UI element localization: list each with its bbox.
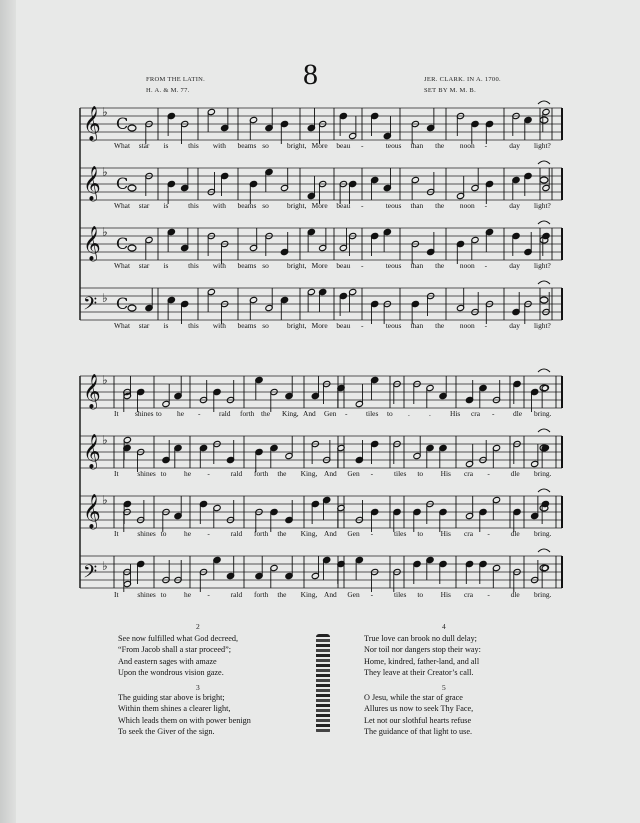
key-signature-flat: ♭: [102, 105, 108, 119]
lyric-syllable: day: [509, 261, 520, 270]
time-signature: C: [116, 294, 129, 313]
lyric-syllable: -: [198, 409, 201, 418]
lyric-syllable: so: [262, 261, 269, 270]
whole-note: [128, 125, 136, 131]
lyric-syllable: More: [311, 141, 328, 150]
lyric-syllable: this: [188, 141, 199, 150]
verse-line: The guidance of that light to use.: [364, 727, 473, 737]
verse-line: Nor toil nor dangers stop their way:: [364, 645, 481, 655]
fermata: [538, 369, 550, 372]
source-line-2: H. A. & M. 77.: [146, 87, 190, 94]
verse-text: [118, 633, 238, 679]
verse-line: They leave at their Creator’s call.: [364, 668, 474, 678]
final-whole-note: [540, 177, 548, 183]
lyric-syllable: -: [484, 141, 488, 150]
whole-note: [128, 305, 136, 311]
treble-clef: 𝄞: [83, 166, 101, 201]
lyric-syllable: .: [408, 409, 410, 418]
lyric-syllable: teous: [385, 321, 402, 330]
lyric-syllable: Gen: [347, 590, 360, 599]
verse-line: “From Jacob shall a star proceed”;: [118, 645, 231, 655]
treble-clef: 𝄞: [83, 374, 101, 409]
lyric-syllable: star: [138, 321, 150, 330]
lyric-syllable: forth: [254, 469, 269, 478]
lyric-syllable: he: [184, 529, 191, 538]
lyric-syllable: to: [160, 529, 167, 538]
lyric-syllable: the: [435, 261, 445, 270]
lyric-syllable: so: [262, 201, 269, 210]
lyric-syllable: .: [429, 409, 431, 418]
whole-note: [128, 185, 136, 191]
lyric-syllable: the: [435, 141, 445, 150]
lyric-syllable: star: [138, 201, 150, 210]
fermata: [538, 101, 550, 104]
lyric-syllable: King,: [282, 409, 299, 418]
verse-number: 5: [442, 683, 446, 692]
lyric-syllable: the: [261, 409, 271, 418]
verse-number: 3: [196, 683, 200, 692]
verse-number: 4: [442, 622, 446, 631]
lyric-syllable: to: [160, 469, 167, 478]
ornament-divider: [316, 634, 330, 734]
lyric-syllable: rald: [230, 469, 243, 478]
lyric-syllable: tiles: [366, 409, 379, 418]
fermata: [538, 489, 550, 492]
lyric-syllable: to: [387, 409, 393, 418]
lyric-syllable: shines: [137, 590, 156, 599]
lyric-syllable: the: [435, 201, 445, 210]
lyric-syllable: than: [410, 201, 424, 210]
lyric-syllable: More: [311, 201, 328, 210]
lyric-syllable: he: [184, 469, 191, 478]
lyric-syllable: dle: [510, 469, 520, 478]
lyric-syllable: shines: [137, 469, 156, 478]
source-line-1: FROM THE LATIN.: [146, 76, 206, 83]
lyric-syllable: -: [484, 261, 488, 270]
key-signature-flat: ♭: [102, 493, 108, 507]
lyric-syllable: bring.: [534, 529, 552, 538]
lyric-syllable: -: [345, 409, 348, 418]
lyric-syllable: light?: [534, 201, 551, 210]
lyric-syllable: cra: [464, 469, 474, 478]
lyric-syllable: -: [207, 590, 210, 599]
lyric-syllable: forth: [254, 529, 269, 538]
treble-clef: 𝄞: [83, 494, 101, 529]
lyric-syllable: bring.: [534, 409, 552, 418]
lyric-syllable: -: [370, 529, 374, 538]
verse-line: O Jesu, while the star of grace: [364, 693, 463, 702]
lyric-syllable: tiles: [394, 469, 407, 478]
lyric-syllable: day: [509, 201, 520, 210]
lyric-syllable: day: [509, 321, 520, 330]
lyric-syllable: King,: [300, 590, 318, 599]
lyric-syllable: His: [450, 409, 461, 418]
lyric-syllable: What: [114, 261, 131, 270]
lyric-syllable: And: [324, 529, 337, 538]
lyric-syllable: rald: [230, 529, 243, 538]
lyric-syllable: And: [324, 469, 337, 478]
final-whole-note: [540, 117, 548, 123]
lyric-syllable: bring.: [534, 469, 552, 478]
lyric-syllable: dle: [513, 409, 523, 418]
lyric-syllable: than: [410, 261, 424, 270]
lyric-syllable: to: [160, 590, 167, 599]
lyric-syllable: so: [262, 141, 269, 150]
lyric-syllable: this: [188, 321, 199, 330]
verse-line: And eastern sages with amaze: [118, 656, 217, 666]
lyric-syllable: More: [311, 321, 328, 330]
lyric-syllable: beau: [336, 321, 351, 330]
lyric-syllable: cra: [471, 409, 481, 418]
lyric-syllable: Gen: [347, 469, 360, 478]
key-signature-flat: ♭: [102, 373, 108, 387]
lyric-syllable: tiles: [394, 529, 407, 538]
lyric-syllable: the: [277, 469, 287, 478]
lyric-syllable: beams: [237, 321, 257, 330]
lyric-syllable: to: [417, 529, 424, 538]
lyric-syllable: beams: [237, 201, 257, 210]
lyric-syllable: King,: [300, 469, 318, 478]
verse-line: Upon the wondrous vision gaze.: [118, 668, 224, 678]
lyric-syllable: beams: [237, 261, 257, 270]
lyric-syllable: light?: [534, 261, 551, 270]
lyric-syllable: -: [370, 469, 374, 478]
lyric-syllable: And: [324, 590, 337, 599]
key-signature-flat: ♭: [102, 291, 108, 305]
lyric-syllable: this: [188, 261, 199, 270]
lyric-syllable: to: [417, 469, 424, 478]
lyric-syllable: It: [114, 409, 119, 418]
fermata: [538, 281, 550, 284]
composer-line-1: JER. CLARK. IN A. 1700.: [424, 76, 501, 83]
treble-clef: 𝄞: [83, 226, 101, 261]
lyric-syllable: dle: [510, 590, 520, 599]
lyric-syllable: -: [484, 201, 488, 210]
lyric-syllable: is: [163, 321, 169, 330]
lyric-syllable: the: [277, 590, 287, 599]
lyric-syllable: teous: [385, 261, 402, 270]
lyric-syllable: teous: [385, 201, 402, 210]
lyric-syllable: His: [440, 590, 451, 599]
lyric-syllable: day: [509, 141, 520, 150]
lyric-syllable: -: [487, 469, 490, 478]
lyric-syllable: light?: [534, 141, 551, 150]
verse-line: Allures us now to seek Thy Face,: [364, 704, 474, 714]
verse-line: True love can brook no dull delay;: [364, 634, 477, 643]
lyric-syllable: bright,: [286, 141, 307, 150]
verse-text: [364, 633, 481, 679]
verse-line: Within them shines a clearer light,: [118, 704, 231, 714]
lyric-syllable: -: [207, 529, 210, 538]
lyric-syllable: star: [138, 261, 150, 270]
lyric-syllable: -: [492, 409, 495, 418]
lyric-syllable: is: [163, 141, 169, 150]
lyric-syllable: beau: [336, 141, 351, 150]
lyric-syllable: rald: [230, 590, 243, 599]
lyric-syllable: It: [114, 590, 119, 599]
lyric-syllable: -: [370, 590, 374, 599]
lyric-syllable: than: [410, 321, 424, 330]
lyric-syllable: His: [440, 469, 451, 478]
lyric-syllable: cra: [464, 529, 474, 538]
lyric-syllable: -: [487, 590, 490, 599]
lyric-syllable: bright,: [286, 261, 307, 270]
lyric-syllable: -: [484, 321, 488, 330]
lyric-syllable: -: [361, 321, 364, 330]
fermata: [538, 161, 550, 164]
lyric-syllable: shines: [137, 529, 156, 538]
lyric-syllable: to: [156, 409, 162, 418]
fermata: [538, 429, 550, 432]
lyric-syllable: -: [361, 201, 364, 210]
lyric-syllable: so: [262, 321, 269, 330]
time-signature: C: [116, 174, 129, 193]
composer-line-2: SET BY M. M. B.: [424, 87, 476, 94]
key-signature-flat: ♭: [102, 165, 108, 179]
lyric-syllable: the: [435, 321, 445, 330]
lyric-syllable: forth: [254, 590, 269, 599]
lyric-syllable: -: [487, 529, 490, 538]
key-signature-flat: ♭: [102, 225, 108, 239]
lyric-syllable: is: [163, 201, 169, 210]
lyric-syllable: Gen: [324, 409, 337, 418]
lyric-syllable: star: [138, 141, 150, 150]
final-whole-note: [540, 297, 548, 303]
lyric-syllable: Gen: [347, 529, 360, 538]
bass-clef: 𝄢: [83, 294, 98, 319]
bass-clef: 𝄢: [83, 562, 98, 587]
lyric-syllable: cra: [464, 590, 474, 599]
lyric-syllable: beams: [237, 141, 257, 150]
lyric-syllable: More: [311, 261, 328, 270]
lyric-syllable: he: [177, 409, 184, 418]
lyric-syllable: with: [212, 321, 226, 330]
verse-text: [118, 692, 251, 738]
lyric-syllable: What: [114, 321, 131, 330]
verse-line: Which leads them on with power benign: [118, 715, 251, 725]
lyric-syllable: teous: [385, 141, 402, 150]
lyric-syllable: forth: [240, 409, 255, 418]
lyric-syllable: is: [163, 261, 169, 270]
lyric-syllable: to: [417, 590, 424, 599]
lyric-syllable: What: [114, 141, 131, 150]
lyric-syllable: than: [410, 141, 424, 150]
treble-clef: 𝄞: [83, 434, 101, 469]
lyric-syllable: beau: [336, 201, 351, 210]
hymn-number: 8: [303, 58, 318, 91]
treble-clef: 𝄞: [83, 106, 101, 141]
time-signature: C: [116, 114, 129, 133]
lyric-syllable: -: [361, 261, 364, 270]
lyric-syllable: noon: [459, 261, 475, 270]
verse-text: [364, 692, 473, 738]
verse-line: See now fulfilled what God decreed,: [118, 634, 239, 643]
lyric-syllable: the: [277, 529, 287, 538]
lyric-syllable: with: [212, 201, 226, 210]
verse-number: 2: [196, 622, 200, 631]
lyric-syllable: It: [114, 469, 119, 478]
lyric-syllable: tiles: [394, 590, 407, 599]
lyric-syllable: with: [212, 141, 226, 150]
verse-line: Home, kindred, father-land, and all: [364, 656, 480, 666]
lyric-syllable: noon: [459, 141, 475, 150]
lyric-syllable: light?: [534, 321, 551, 330]
lyric-syllable: -: [361, 141, 364, 150]
fermata: [538, 549, 550, 552]
verse-line: The guiding star above is bright;: [118, 693, 225, 702]
lyric-syllable: shines: [135, 409, 154, 418]
lyric-syllable: rald: [219, 409, 231, 418]
time-signature: C: [116, 234, 129, 253]
lyric-syllable: bring.: [534, 590, 552, 599]
key-signature-flat: ♭: [102, 559, 108, 573]
lyric-syllable: bright,: [286, 321, 307, 330]
lyric-syllable: -: [207, 469, 210, 478]
lyric-syllable: this: [188, 201, 199, 210]
lyric-syllable: with: [212, 261, 226, 270]
lyric-syllable: noon: [459, 201, 475, 210]
lyric-syllable: His: [440, 529, 451, 538]
verse-line: To seek the Giver of the sign.: [118, 727, 215, 737]
lyric-syllable: dle: [510, 529, 520, 538]
fermata: [538, 221, 550, 224]
lyric-syllable: bright,: [286, 201, 307, 210]
key-signature-flat: ♭: [102, 433, 108, 447]
lyric-syllable: beau: [336, 261, 351, 270]
lyric-syllable: King,: [300, 529, 318, 538]
lyric-syllable: And: [303, 409, 316, 418]
lyric-syllable: he: [184, 590, 191, 599]
lyric-syllable: It: [114, 529, 119, 538]
verse-line: Let not our slothful hearts refuse: [364, 715, 472, 725]
whole-note: [128, 245, 136, 251]
lyric-syllable: noon: [459, 321, 475, 330]
lyric-syllable: What: [114, 201, 131, 210]
